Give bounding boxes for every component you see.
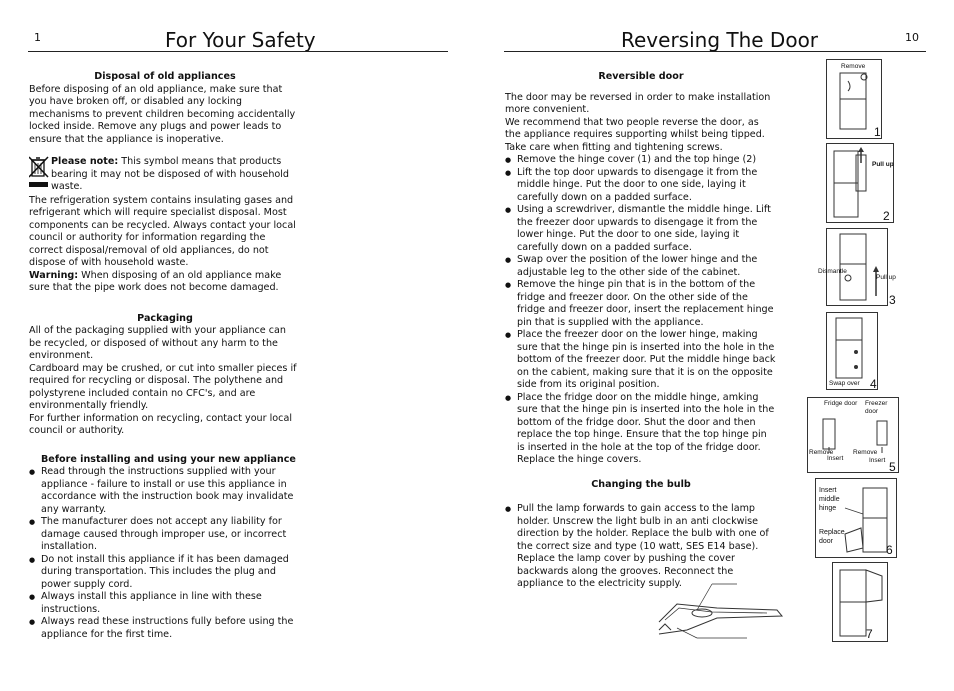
list-item: ● Always install this appliance in line with these instructions. <box>29 591 301 616</box>
figure-7 <box>832 562 888 642</box>
right-page <box>477 0 954 691</box>
figure-5-freezer-door: Freezer door <box>865 400 888 415</box>
packaging-para-3: For further information on recycling, contact your local council or authority. <box>29 412 292 436</box>
packaging-heading: Packaging <box>137 312 193 324</box>
list-item: ● Using a screwdriver, dismantle the middle hinge. Lift the freezer door upwards to disengage it from the lower hinge. Put the door to one side, laying it carefully down on a padded surface. <box>505 204 777 254</box>
before-list <box>29 466 301 641</box>
page-title: Reversing The Door <box>621 28 819 52</box>
figure-7-number: 7 <box>866 627 873 641</box>
disposal-heading: Disposal of old appliances <box>94 71 236 82</box>
list-item: ● Place the fridge door on the middle hinge, amking sure that the hinge pin is inserted into the hole in the bottom of the fridge door. Shut the door and then replace the top hinge. Ensure that the top hinge pin is inserted in the hole at the top of the fridge door. Replace the hinge covers. <box>505 392 777 467</box>
figure-5-fridge-door: Fridge door <box>824 400 858 407</box>
figure-4-number: 4 <box>870 377 877 391</box>
bulb-steps <box>505 503 777 591</box>
before-heading: Before installing and using your new appliance <box>41 453 296 465</box>
crossed-bin-icon <box>29 156 51 195</box>
lamp-illustration <box>657 582 787 647</box>
list-item: ● Always read these instructions fully before using the appliance for the first time. <box>29 616 301 641</box>
title-rule <box>504 51 926 52</box>
list-item: ● Pull the lamp forwards to gain access to the lamp holder. Unscrew the light bulb in an anti clockwise direction by the holder. Replace the bulb with one of the correct size and type (10 watt, SES E14 base). Replace the lamp cover by pushing the cover backwards along the grooves. Reconnect the appliance to the electricity supply. <box>505 503 777 591</box>
figure-1-number: 1 <box>874 125 881 139</box>
page-number: 1 <box>34 31 41 44</box>
title-rule <box>28 51 448 52</box>
figure-5-insert-1: Insert <box>827 455 844 462</box>
figure-2 <box>826 143 898 223</box>
figure-5 <box>807 397 899 473</box>
figure-5-number: 5 <box>889 460 896 474</box>
warning-para <box>29 270 301 295</box>
packaging-para-1: All of the packaging supplied with your appliance can be recycled, or disposed of without any harm to the environment. <box>29 325 286 361</box>
figure-6 <box>815 478 897 558</box>
figure-5-remove-1: Remove <box>809 449 834 456</box>
list-item: ● Remove the hinge cover (1) and the top hinge (2) <box>505 154 777 167</box>
figure-6-insert-middle-hinge: Insert middle hinge <box>819 487 840 512</box>
figure-6-replace-door: Replace door <box>819 529 845 545</box>
figure-2-label: Pull up <box>872 161 894 168</box>
page-title: For Your Safety <box>165 28 316 52</box>
left-column <box>29 71 301 641</box>
figure-5-insert-2: Insert <box>869 457 886 464</box>
packaging-para-2: Cardboard may be crushed, or cut into smaller pieces if required for recycling or disposal. The polythene and polystyrene included contain no CFC's, and are environmentally friendly. <box>29 362 297 411</box>
reversible-heading: Reversible door <box>598 71 684 82</box>
list-item: ● Remove the hinge pin that is in the bottom of the fridge and freezer door. On the other side of the fridge and freezer door, insert the replacement hinge pin that is supplied with the appliance. <box>505 279 777 329</box>
list-item: ● The manufacturer does not accept any liability for damage caused through improper use, or incorrect installation. <box>29 516 301 554</box>
figure-4-label: Swap over <box>829 380 860 387</box>
refrigeration-para: The refrigeration system contains insulating gases and refrigerant which will require specialist disposal. Most components can be recycled. Always contact your local council or authority for information regarding the correct disposal/removal of old appliances, do not dispose of with household waste. <box>29 194 296 268</box>
list-item: ● Place the freezer door on the lower hinge, making sure that the hinge pin is inserted into the hole in the bottom of the freezer door. Put the middle hinge back on the cabient, making sure that it is on the opposite side from its original position. <box>505 329 777 392</box>
figure-3-label-right: Pull up <box>876 274 896 281</box>
reversing-steps <box>505 154 777 467</box>
figure-6-number: 6 <box>886 543 893 557</box>
bulb-heading: Changing the bulb <box>591 478 691 490</box>
figure-3 <box>818 228 898 307</box>
figure-2-number: 2 <box>883 209 890 223</box>
figure-1 <box>826 59 898 139</box>
figure-4 <box>826 312 898 392</box>
figure-3-number: 3 <box>889 293 896 307</box>
warning-label: Warning: <box>29 269 79 281</box>
list-item: ● Do not install this appliance if it has been damaged during transportation. This includes the plug and power supply cord. <box>29 554 301 592</box>
list-item: ● Lift the top door upwards to disengage it from the middle hinge. Put the door to one side, laying it carefully down on a padded surface. <box>505 167 777 205</box>
right-column <box>505 71 777 591</box>
figure-5-remove-2: Remove <box>853 449 878 456</box>
figure-1-label: Remove <box>841 63 866 70</box>
page-number: 10 <box>905 31 919 44</box>
warning-text: When disposing of an old appliance make sure that the pipe work does not become damaged. <box>29 269 282 293</box>
disposal-para: Before disposing of an old appliance, make sure that you have broken off, or disabled any locking mechanisms to prevent children becoming accidentally locked inside. Remove any plugs and power leads to ensure that the appliance is inoperative. <box>29 83 296 145</box>
weee-note <box>29 156 301 195</box>
note-text: This symbol means that products bearing it may not be disposed of with household waste. <box>51 156 290 192</box>
reversible-intro: The door may be reversed in order to make installation more convenient. We recommend that two people reverse the door, as the appliance requires supporting whilst being tipped. Take care when fitting and tightening screws. <box>505 91 771 153</box>
note-label: Please note: <box>51 156 119 167</box>
list-item: ● Swap over the position of the lower hinge and the adjustable leg to the other side of the cabinet. <box>505 254 777 279</box>
list-item: ● Read through the instructions supplied with your appliance - failure to install or use this appliance in accordance with the instruction book may invalidate any warranty. <box>29 466 301 516</box>
figure-3-label-left: Dismantle <box>818 268 847 275</box>
